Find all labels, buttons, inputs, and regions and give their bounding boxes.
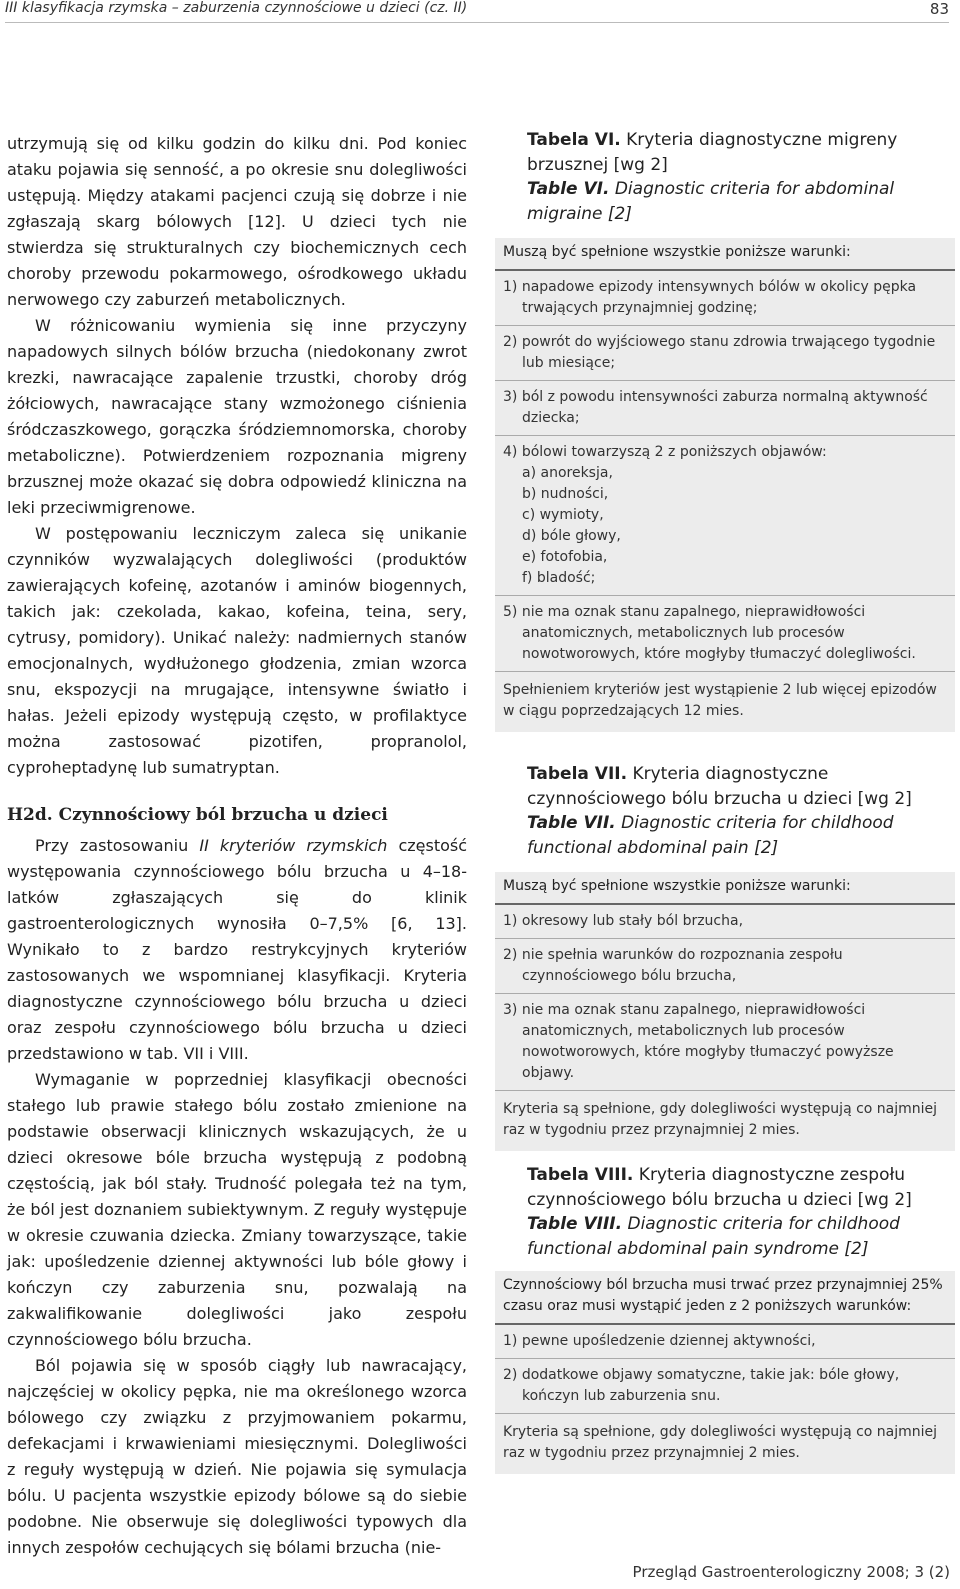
caption-label: Tabela VI. (527, 130, 621, 150)
caption-title: Kryteria diagnostyczne czynnościowego bólu brzucha u dzieci [wg 2] (527, 764, 912, 809)
table-header: Czynnościowy ból brzucha musi trwać przez przynajmniej 25% czasu oraz musi wystąpić jeden z 2 poniższych warunków: (495, 1271, 955, 1325)
table-footnote: Kryteria są spełnione, gdy dolegliwości występują co najmniej raz w tygodniu przez przynajmniej 2 mies. (503, 1424, 938, 1461)
table-subitem: f) bladość; (522, 570, 596, 586)
caption-title: Kryteria diagnostyczne zespołu czynnościowego bólu brzucha u dzieci [wg 2] (527, 1165, 912, 1210)
paragraph-text: Przy zastosowaniu (35, 836, 200, 855)
table-row: 3) nie ma oznak stanu zapalnego, nieprawidłowości anatomicznych, metabolicznych lub procesów nowotworowych, które mogłyby tłumaczyć powyższe objawy. (495, 994, 955, 1091)
caption-en (527, 811, 952, 860)
section-heading: H2d. Czynnościowy ból brzucha u dzieci (7, 805, 388, 825)
table-subitem: c) wymioty, (522, 507, 604, 523)
table-row: 2) powrót do wyjściowego stanu zdrowia trwającego tygodnie lub miesiące; (495, 326, 955, 381)
table6-caption (527, 128, 952, 226)
table-row: 1) napadowe epizody intensywnych bólów w okolicy pępka trwających przynajmniej godzinę; (495, 271, 955, 326)
table7-caption (527, 762, 952, 860)
table-row: 5) nie ma oznak stanu zapalnego, nieprawidłowości anatomicznych, metabolicznych lub procesów nowotworowych, które mogłyby tłumaczyć dolegliwości. (495, 596, 955, 672)
table-row: 2) nie spełnia warunków do rozpoznania zespołu czynnościowego bólu brzucha, (495, 939, 955, 994)
paragraph-italic-text: II kryteriów rzymskich (199, 836, 388, 855)
caption-label: Tabela VIII. (527, 1165, 634, 1185)
table7 (495, 872, 955, 1151)
table-row: 4) bólowi towarzyszą 2 z poniższych objawów: a) anoreksja, b) nudności, c) wymioty, d) bóle głowy, e) fotofobia, f) bladość; (495, 436, 955, 596)
caption-title: Diagnostic criteria for abdominal migraine [2] (527, 179, 895, 224)
running-head (5, 0, 949, 23)
table-subitem: b) nudności, (522, 486, 609, 502)
caption-title: Diagnostic criteria for childhood functional abdominal pain [2] (527, 813, 894, 858)
caption-en (527, 1212, 952, 1261)
table8 (495, 1271, 955, 1474)
paragraph: Ból pojawia się w sposób ciągły lub nawracający, najczęściej w okolicy pępka, nie ma określonego wzorca bólowego czy związku z przyjmowaniem pokarmu, defekacjami i krwawieniami miesięcznymi. Dolegliwości z reguły występują w dzień. Nie pojawia się symulacja bólu. U pacjenta wszystkie epizody bólowe są do siebie podobne. Nie obserwuje się dolegliwości typowych dla innych zespołów cechujących się bólami brzucha (nie- (7, 1356, 467, 1557)
table-row: 1) pewne upośledzenie dziennej aktywności, (495, 1325, 955, 1359)
journal-footer: Przegląd Gastroenterologiczny 2008; 3 (2) (632, 1563, 950, 1581)
table6 (495, 238, 955, 732)
caption-label: Tabela VII. (527, 764, 628, 784)
caption-pl (527, 762, 952, 811)
table-subitem: e) fotofobia, (522, 549, 608, 565)
caption-label: Table VI. (527, 179, 610, 199)
table-subitem: a) anoreksja, (522, 465, 613, 481)
caption-label: Table VIII. (527, 1214, 623, 1234)
caption-pl (527, 1163, 952, 1212)
paragraph: W różnicowaniu wymienia się inne przyczyny napadowych silnych bólów brzucha (niedokonany zwrot krezki, nawracające zapalenie trzustki, choroby dróg żółciowych, nawracające stany wzmożonego ciśnienia śródczaszkowego, gorączka śródziemnomorska, choroby metaboliczne). Potwierdzeniem rozpoznania migreny brzusznej może okazać się dobra odpowiedź kliniczna na leki przeciwmigrenowe. (7, 316, 467, 517)
table-footnote: Kryteria są spełnione, gdy dolegliwości występują co najmniej raz w tygodniu przez przynajmniej 2 mies. (503, 1101, 938, 1138)
table-row: 2) dodatkowe objawy somatyczne, takie jak: bóle głowy, kończyn lub zaburzenia snu. (495, 1359, 955, 1414)
caption-en (527, 177, 952, 226)
paragraph-text: częstość występowania czynnościowego bólu brzucha u 4–18-latków zgłaszających się do klinik gastroenterologicznych wynosiła 0–7,5% [6, 13]. Wynikało to z bardzo restrykcyjnych kryteriów zastosowanych we wspomnianej klasyfikacji. Kryteria diagnostyczne czynnościowego bólu brzucha u dzieci oraz zespołu czynnościowego bólu brzucha u dzieci przedstawiono w tab. VII i VIII. (7, 836, 468, 1063)
caption-pl (527, 128, 952, 177)
table-subitem: d) bóle głowy, (522, 528, 621, 544)
caption-title: Kryteria diagnostyczne migreny brzusznej [wg 2] (527, 130, 898, 175)
paragraph: Wymaganie w poprzedniej klasyfikacji obecności stałego lub prawie stałego bólu zostało zmienione na podstawie obserwacji klinicznych wskazujących, że u dzieci okresowe bóle brzucha występują z podobną częstością, jak ból stały. Trudność polegała też na tym, że ból jest doznaniem subiektywnym. Z reguły występuje w okresie czuwania dziecka. Zmiany towarzyszące, takie jak: upośledzenie dziennej aktywności lub bóle głowy i kończyn czy zaburzenia snu, pozwalają na zakwalifikowanie dolegliwości jako zespołu czynnościowego bólu brzucha. (7, 1070, 467, 1349)
paragraph: W postępowaniu leczniczym zaleca się unikanie czynników wyzwalających dolegliwości (produktów zawierających kofeinę, azotanów i aminów biogennych, takich jak: czekolada, kakao, kofeina, teina, sery, cytrusy, pomidory). Unikać należy: nadmiernych stanów emocjonalnych, wydłużonego głodzenia, zmian wzorca snu, ekspozycji na mrugające, intensywne światło i hałas. Jeżeli epizody występują często, w profilaktyce można zastosować pizotifen, propranolol, cyproheptadynę lub sumatryptan. (7, 524, 467, 777)
table-row: 1) okresowy lub stały ból brzucha, (495, 905, 955, 939)
caption-title: Diagnostic criteria for childhood functional abdominal pain syndrome [2] (527, 1214, 900, 1259)
body-text-column (7, 131, 467, 1561)
table-row: 3) ból z powodu intensywności zaburza normalną aktywność dziecka; (495, 381, 955, 436)
caption-label: Table VII. (527, 813, 616, 833)
table-footnote: Spełnieniem kryteriów jest wystąpienie 2 lub więcej epizodów w ciągu poprzedzających 12 mies. (503, 682, 937, 719)
page-number: 83 (929, 0, 949, 18)
paragraph: utrzymują się od kilku godzin do kilku dni. Pod koniec ataku pojawia się senność, a po okresie snu dolegliwości ustępują. Między atakami pacjenci czują się dobrze i nie zgłaszają skarg bólowych [12]. U dzieci tych nie stwierdza się strukturalnych czy biochemicznych cech choroby przewodu pokarmowego, ośrodkowego układu nerwowego czy zaburzeń metabolicznych. (7, 134, 467, 309)
running-title: III klasyfikacja rzymska – zaburzenia czynnościowe u dzieci (cz. II) (5, 0, 468, 16)
table8-caption (527, 1163, 952, 1261)
table-header: Muszą być spełnione wszystkie poniższe warunki: (495, 872, 955, 905)
paragraph (7, 833, 467, 1067)
table-header: Muszą być spełnione wszystkie poniższe warunki: (495, 238, 955, 271)
